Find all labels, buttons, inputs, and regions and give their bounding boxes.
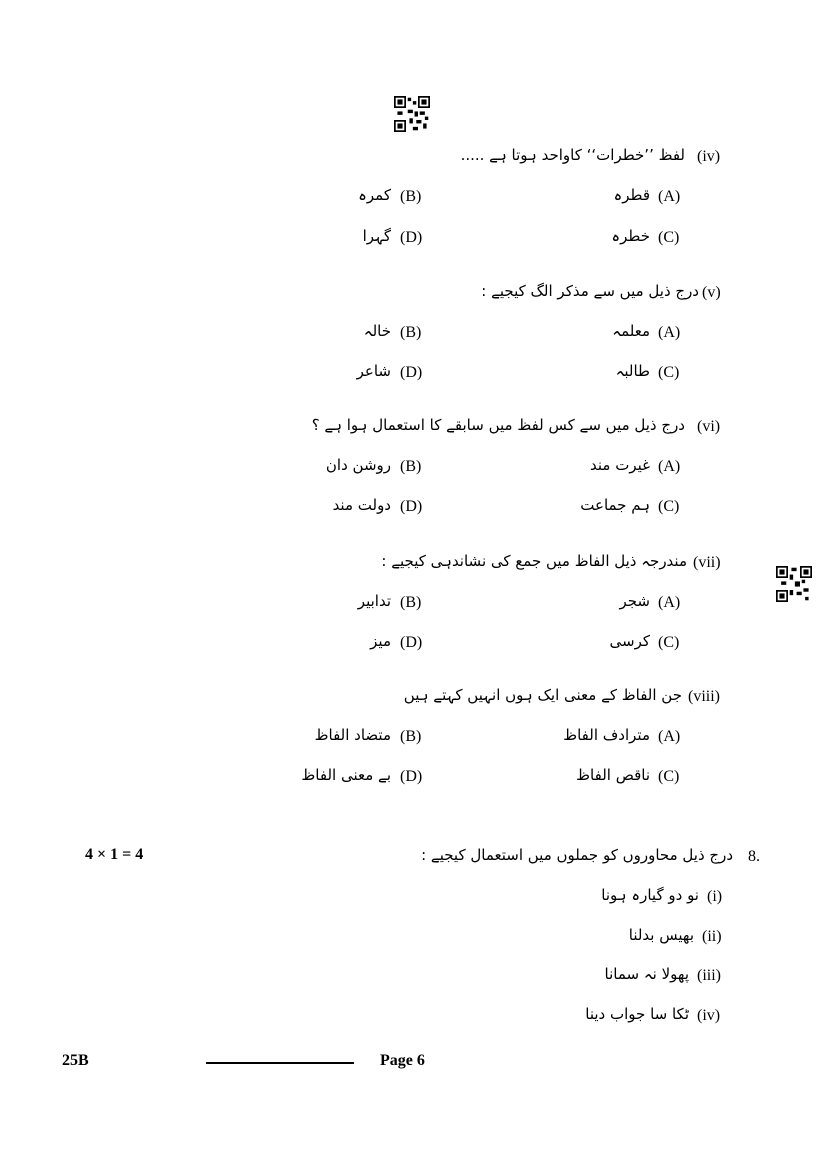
- question-text: مندرجہ ذیل الفاظ میں جمع کی نشاندہی کیجیے :: [381, 552, 687, 570]
- option-label: (B): [400, 458, 422, 475]
- option-text: دولت مند: [332, 496, 391, 514]
- option-text: خالہ: [363, 322, 391, 340]
- option-label: (C): [658, 229, 680, 246]
- option-label: (B): [400, 728, 422, 745]
- option-text: شاعر: [356, 362, 391, 380]
- option-text: ہم جماعت: [580, 496, 650, 514]
- question-number: (viii): [688, 688, 720, 705]
- sub-item-number: (iv): [697, 1007, 721, 1024]
- sub-item-number: (i): [707, 888, 723, 905]
- qr-code-side: [776, 566, 812, 602]
- question-text: لفظ ’’خطرات‘‘ کاواحد ہوتا ہے .....: [460, 146, 685, 164]
- sub-item-text: ٹکا سا جواب دینا: [585, 1005, 689, 1023]
- option-text: کرسی: [609, 632, 650, 650]
- question-number: (vi): [697, 418, 721, 435]
- option-text: معلمہ: [612, 322, 650, 340]
- option-text: شجر: [619, 592, 650, 610]
- option-label: (C): [658, 768, 680, 785]
- page-number: Page 6: [380, 1052, 425, 1069]
- option-label: (D): [400, 768, 423, 785]
- sub-item-text: پھولا نہ سمانا: [604, 965, 689, 983]
- option-label: (A): [658, 188, 681, 205]
- option-label: (D): [400, 634, 423, 651]
- question-text: جن الفاظ کے معنی ایک ہوں انہیں کہتے ہیں: [403, 686, 682, 704]
- option-text: تدابیر: [357, 592, 391, 610]
- option-text: مترادف الفاظ: [563, 726, 650, 744]
- option-label: (A): [658, 458, 681, 475]
- option-text: غیرت مند: [590, 456, 650, 474]
- option-label: (B): [400, 324, 422, 341]
- option-text: گہرا: [362, 227, 391, 245]
- option-label: (A): [658, 594, 681, 611]
- option-text: بے معنی الفاظ: [301, 766, 391, 784]
- option-text: طالبہ: [615, 362, 650, 380]
- option-text: کمرہ: [358, 186, 391, 204]
- option-label: (B): [400, 594, 422, 611]
- footer-divider: [206, 1062, 354, 1064]
- sub-item-text: نو دو گیارہ ہونا: [601, 886, 699, 904]
- option-text: روشن دان: [325, 456, 391, 474]
- question-number: (vii): [693, 554, 721, 571]
- option-label: (C): [658, 634, 680, 651]
- paper-code: 25B: [62, 1052, 89, 1069]
- option-text: متضاد الفاظ: [314, 726, 391, 744]
- option-label: (A): [658, 728, 681, 745]
- qr-code-top: [394, 96, 430, 132]
- question-text: درج ذیل محاوروں کو جملوں میں استعمال کیجیے :: [421, 846, 733, 864]
- option-label: (D): [400, 498, 423, 515]
- option-label: (C): [658, 498, 680, 515]
- question-number: 8.: [748, 848, 760, 865]
- option-text: میز: [370, 632, 391, 650]
- sub-item-text: بھیس بدلنا: [628, 926, 694, 944]
- question-number: (v): [702, 284, 721, 301]
- option-text: ناقص الفاظ: [576, 766, 650, 784]
- option-label: (A): [658, 324, 681, 341]
- marks: 4 × 1 = 4: [85, 846, 144, 863]
- option-label: (D): [400, 364, 423, 381]
- option-label: (B): [400, 188, 422, 205]
- option-text: قطرہ: [613, 186, 650, 204]
- option-label: (D): [400, 229, 423, 246]
- option-label: (C): [658, 364, 680, 381]
- question-text: درج ذیل میں سے مذکر الگ کیجیے :: [481, 282, 699, 300]
- sub-item-number: (iii): [697, 967, 721, 984]
- question-text: درج ذیل میں سے کس لفظ میں سابقے کا استعمال ہوا ہے ؟: [311, 416, 685, 434]
- sub-item-number: (ii): [702, 928, 722, 945]
- option-text: خطرہ: [611, 227, 650, 245]
- question-number: (iv): [697, 148, 721, 165]
